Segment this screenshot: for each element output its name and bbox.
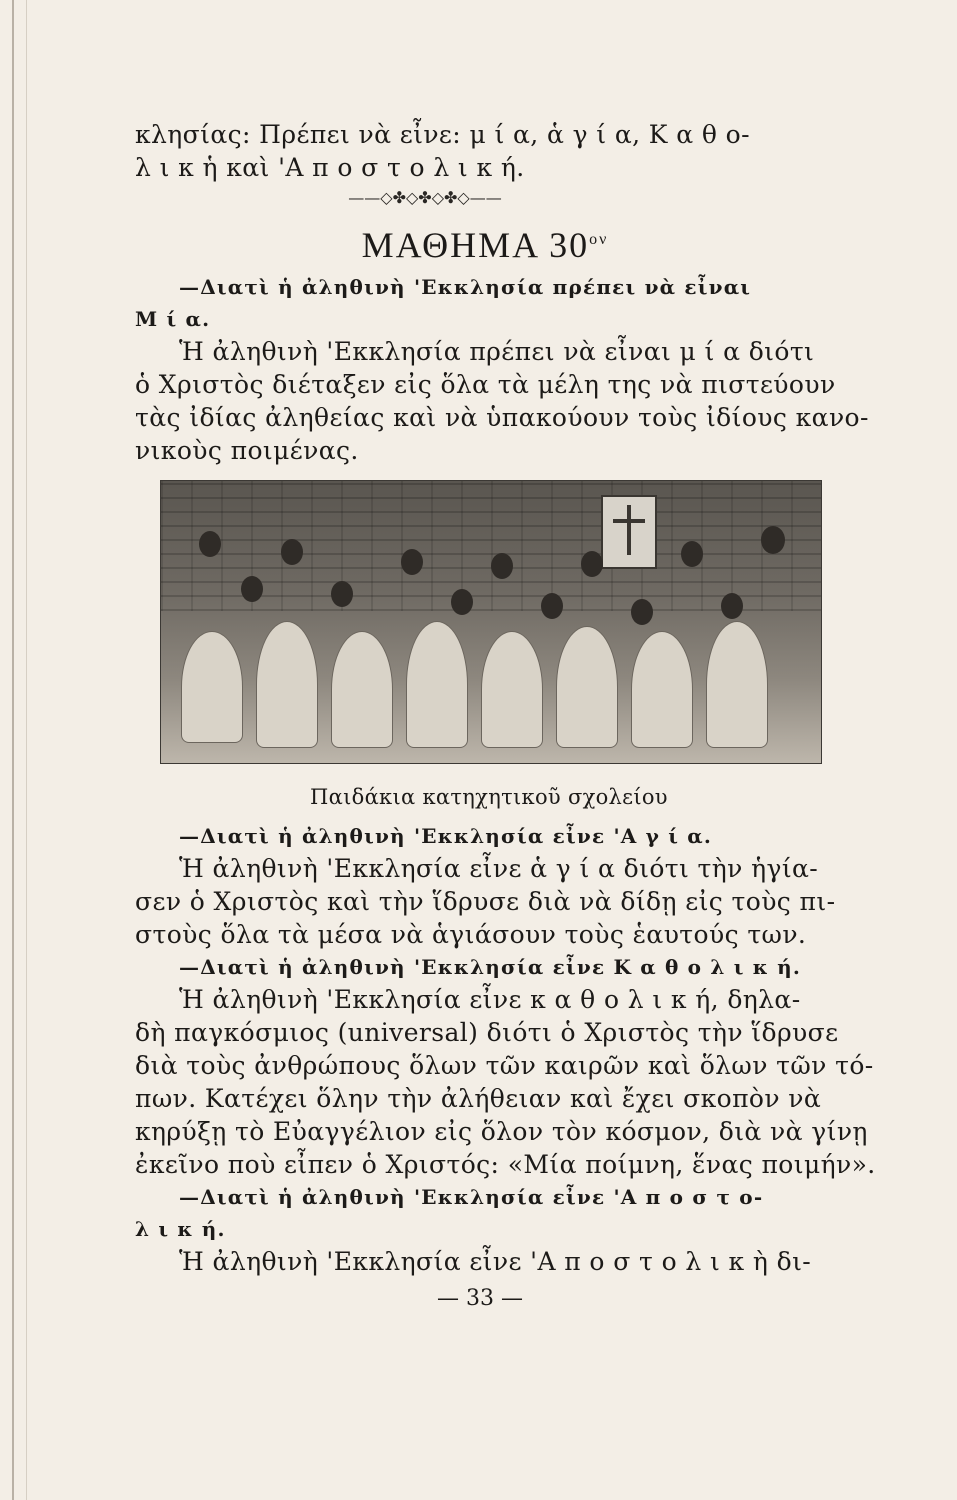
photo-caption: Παιδάκια κατηχητικοῦ σχολείου [310, 785, 668, 809]
question-heading: λ ι κ ή. [135, 1217, 226, 1241]
cross-window [601, 495, 657, 569]
answer-line: σεν ὁ Χριστὸς καὶ τὴν ἵδρυσε διὰ νὰ δίδῃ εἰς τοὺς πι- [135, 887, 836, 916]
child-figure [631, 631, 693, 748]
page-edge-shadow [26, 0, 27, 1500]
cross-icon [627, 505, 631, 555]
child-figure [181, 631, 243, 743]
cross-icon-bar [613, 519, 645, 523]
child-head [451, 589, 473, 615]
answer-line: διὰ τοὺς ἀνθρώπους ὅλων τῶν καιρῶν καὶ ὅλων τῶν τό- [135, 1051, 874, 1080]
lesson-title [135, 214, 835, 271]
question-heading: —Διατὶ ἡ ἀληθινὴ 'Εκκλησία εἶνε Κ α θ ο λ ι κ ή. [179, 955, 802, 979]
question-heading: Μ ί α. [135, 307, 211, 331]
answer-line: ὁ Χριστὸς διέταξεν εἰς ὅλα τὰ μέλη της νὰ πιστεύουν [135, 370, 836, 399]
lower-text-block [135, 820, 876, 1314]
answer-line: Ἡ ἀληθινὴ 'Εκκλησία εἶνε 'Α π ο σ τ ο λ ι κ ὴ δι- [179, 1247, 812, 1276]
answer-line: τὰς ἰδίας ἀληθείας καὶ νὰ ὑπακούουν τοὺς ἰδίους κανο- [135, 403, 869, 432]
child-head [541, 593, 563, 619]
child-head [401, 549, 423, 575]
text-line: κλησίας: Πρέπει νὰ εἶνε: μ ί α, ἁ γ ί α, Κ α θ ο- [135, 120, 750, 149]
top-text-block [135, 118, 869, 467]
question-heading: —Διατὶ ἡ ἀληθινὴ 'Εκκλησία εἶνε 'Α γ ί α. [179, 824, 713, 848]
answer-line: κηρύξῃ τὸ Εὐαγγέλιον εἰς ὅλον τὸν κόσμον, διὰ νὰ γίνῃ [135, 1117, 868, 1146]
child-figure [481, 631, 543, 748]
child-figure [556, 626, 618, 748]
page-edge [12, 0, 14, 1500]
child-head [681, 541, 703, 567]
answer-line: στοὺς ὅλα τὰ μέσα νὰ ἁγιάσουν τοὺς ἑαυτούς των. [135, 920, 807, 949]
class-photo [160, 480, 822, 764]
lesson-title-text: ΜΑΘΗΜΑ 30 [361, 225, 590, 265]
text-line: λ ι κ ἡ καὶ 'Α π ο σ τ ο λ ι κ ή. [135, 153, 525, 182]
child-head [761, 526, 785, 554]
question-heading: —Διατὶ ἡ ἀληθινὴ 'Εκκλησία πρέπει νὰ εἶναι [179, 275, 752, 299]
child-head [491, 553, 513, 579]
child-head [199, 531, 221, 557]
child-head [581, 551, 603, 577]
child-head [631, 599, 653, 625]
child-figure [706, 621, 768, 748]
answer-line: δὴ παγκόσμιος (universal) διότι ὁ Χριστὸς τὴν ἵδρυσε [135, 1018, 839, 1047]
page-number: — 33 — [437, 1286, 523, 1311]
question-heading: —Διατὶ ἡ ἀληθινὴ 'Εκκλησία εἶνε 'Α π ο σ τ ο- [179, 1185, 764, 1209]
child-figure [256, 621, 318, 748]
lesson-title-sup: ον [589, 231, 609, 248]
child-head [721, 593, 743, 619]
answer-line: νικοὺς ποιμένας. [135, 436, 359, 465]
child-figure [406, 621, 468, 748]
child-figure [331, 631, 393, 748]
answer-line: Ἡ ἀληθινὴ 'Εκκλησία εἶνε κ α θ ο λ ι κ ή, δηλα- [179, 985, 801, 1014]
child-head [241, 576, 263, 602]
child-head [281, 539, 303, 565]
answer-line: Ἡ ἀληθινὴ 'Εκκλησία εἶνε ἁ γ ί α διότι τὴν ἡγία- [179, 854, 819, 883]
answer-line: πων. Κατέχει ὅλην τὴν ἀλήθειαν καὶ ἔχει σκοπὸν νὰ [135, 1084, 822, 1113]
answer-line: Ἡ ἀληθινὴ 'Εκκλησία πρέπει νὰ εἶναι μ ί α διότι [179, 337, 815, 366]
child-head [331, 581, 353, 607]
ornament-divider: ——◇✤◇✤◇✤◇—— [348, 188, 502, 207]
answer-line: ἐκεῖνο ποὺ εἶπεν ὁ Χριστός: «Μία ποίμνη, ἕνας ποιμήν». [135, 1150, 876, 1179]
